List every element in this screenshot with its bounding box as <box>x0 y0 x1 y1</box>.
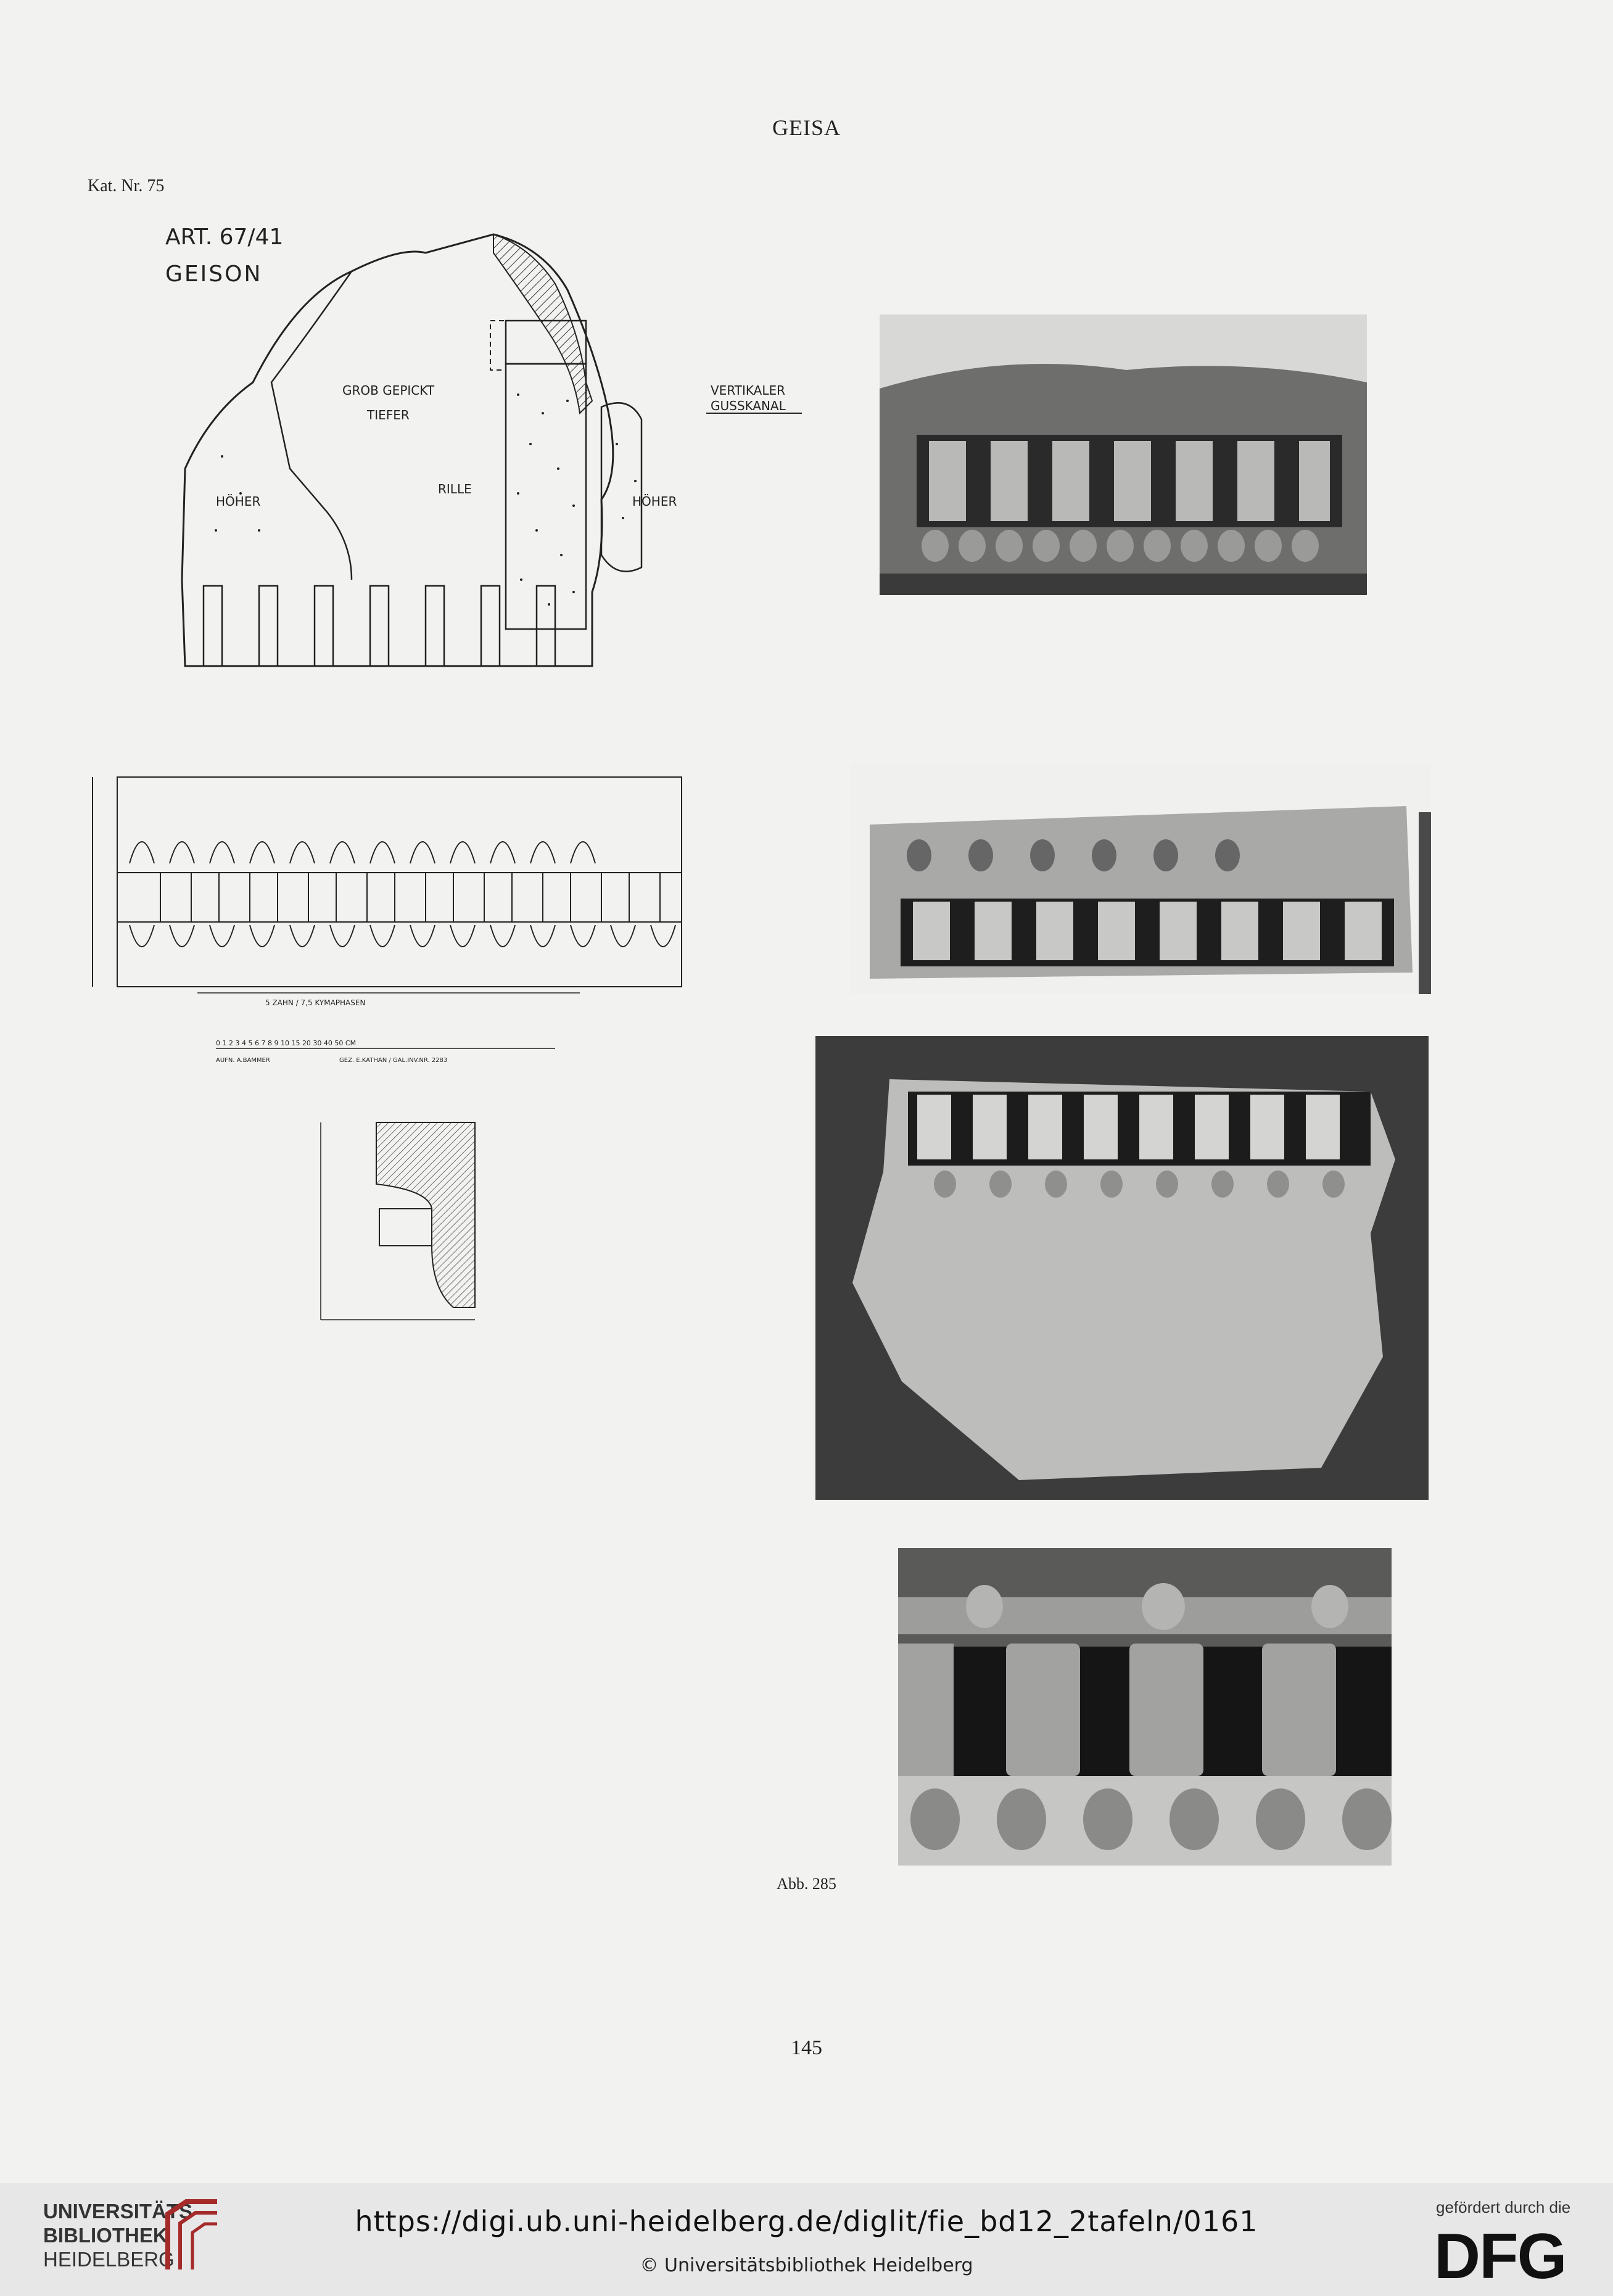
figure-caption: Abb. 285 <box>777 1875 836 1893</box>
elevation-credit-left: AUFN. A.BAMMER <box>216 1057 270 1064</box>
funding-note: gefördert durch die <box>1436 2198 1571 2216</box>
label-deeper: TIEFER <box>367 408 410 422</box>
elevation-scale: 0 1 2 3 4 5 6 7 8 9 10 15 20 30 40 50 CM <box>216 1039 357 1047</box>
label-higher-right: HÖHER <box>632 494 677 509</box>
elevation-drawing <box>86 765 709 1079</box>
label-vertical: VERTIKALER <box>711 383 785 398</box>
dfg-logo: DFG <box>1434 2221 1566 2292</box>
catalog-number: Kat. Nr. 75 <box>88 176 165 195</box>
footer-bar <box>0 2183 1613 2296</box>
label-rough-picked: GROB GEPICKT <box>342 383 435 398</box>
copyright-notice: © Universitätsbibliothek Heidelberg <box>640 2255 973 2276</box>
page-number: 145 <box>791 2036 822 2059</box>
photo-geison-front-view <box>851 763 1431 994</box>
library-line-3: HEIDELBERG <box>43 2248 175 2271</box>
drawing-title-geison: GEISON <box>165 261 263 287</box>
profile-section-drawing <box>296 1110 487 1344</box>
label-groove: RILLE <box>438 482 472 496</box>
library-line-2: BIBLIOTHEK <box>43 2224 168 2247</box>
elevation-credit-right: GEZ. E.KATHAN / GAL.INV.NR. 2283 <box>339 1057 448 1064</box>
label-higher-left: HÖHER <box>216 494 261 509</box>
document-url[interactable]: https://digi.ub.uni-heidelberg.de/diglit/fie_bd12_2tafeln/0161 <box>355 2205 1258 2238</box>
geison-plan-drawing <box>148 210 814 691</box>
photo-geison-top-view <box>880 315 1367 595</box>
library-line-1: UNIVERSITÄTS- <box>43 2200 200 2223</box>
page-title: GEISA <box>772 115 841 140</box>
photo-geison-detail <box>898 1548 1392 1866</box>
label-channel: GUSSKANAL <box>711 398 786 413</box>
photo-geison-underside <box>815 1036 1429 1500</box>
elevation-count-note: 5 ZAHN / 7,5 KYMAPHASEN <box>265 998 366 1007</box>
drawing-title-art: ART. 67/41 <box>165 224 284 250</box>
